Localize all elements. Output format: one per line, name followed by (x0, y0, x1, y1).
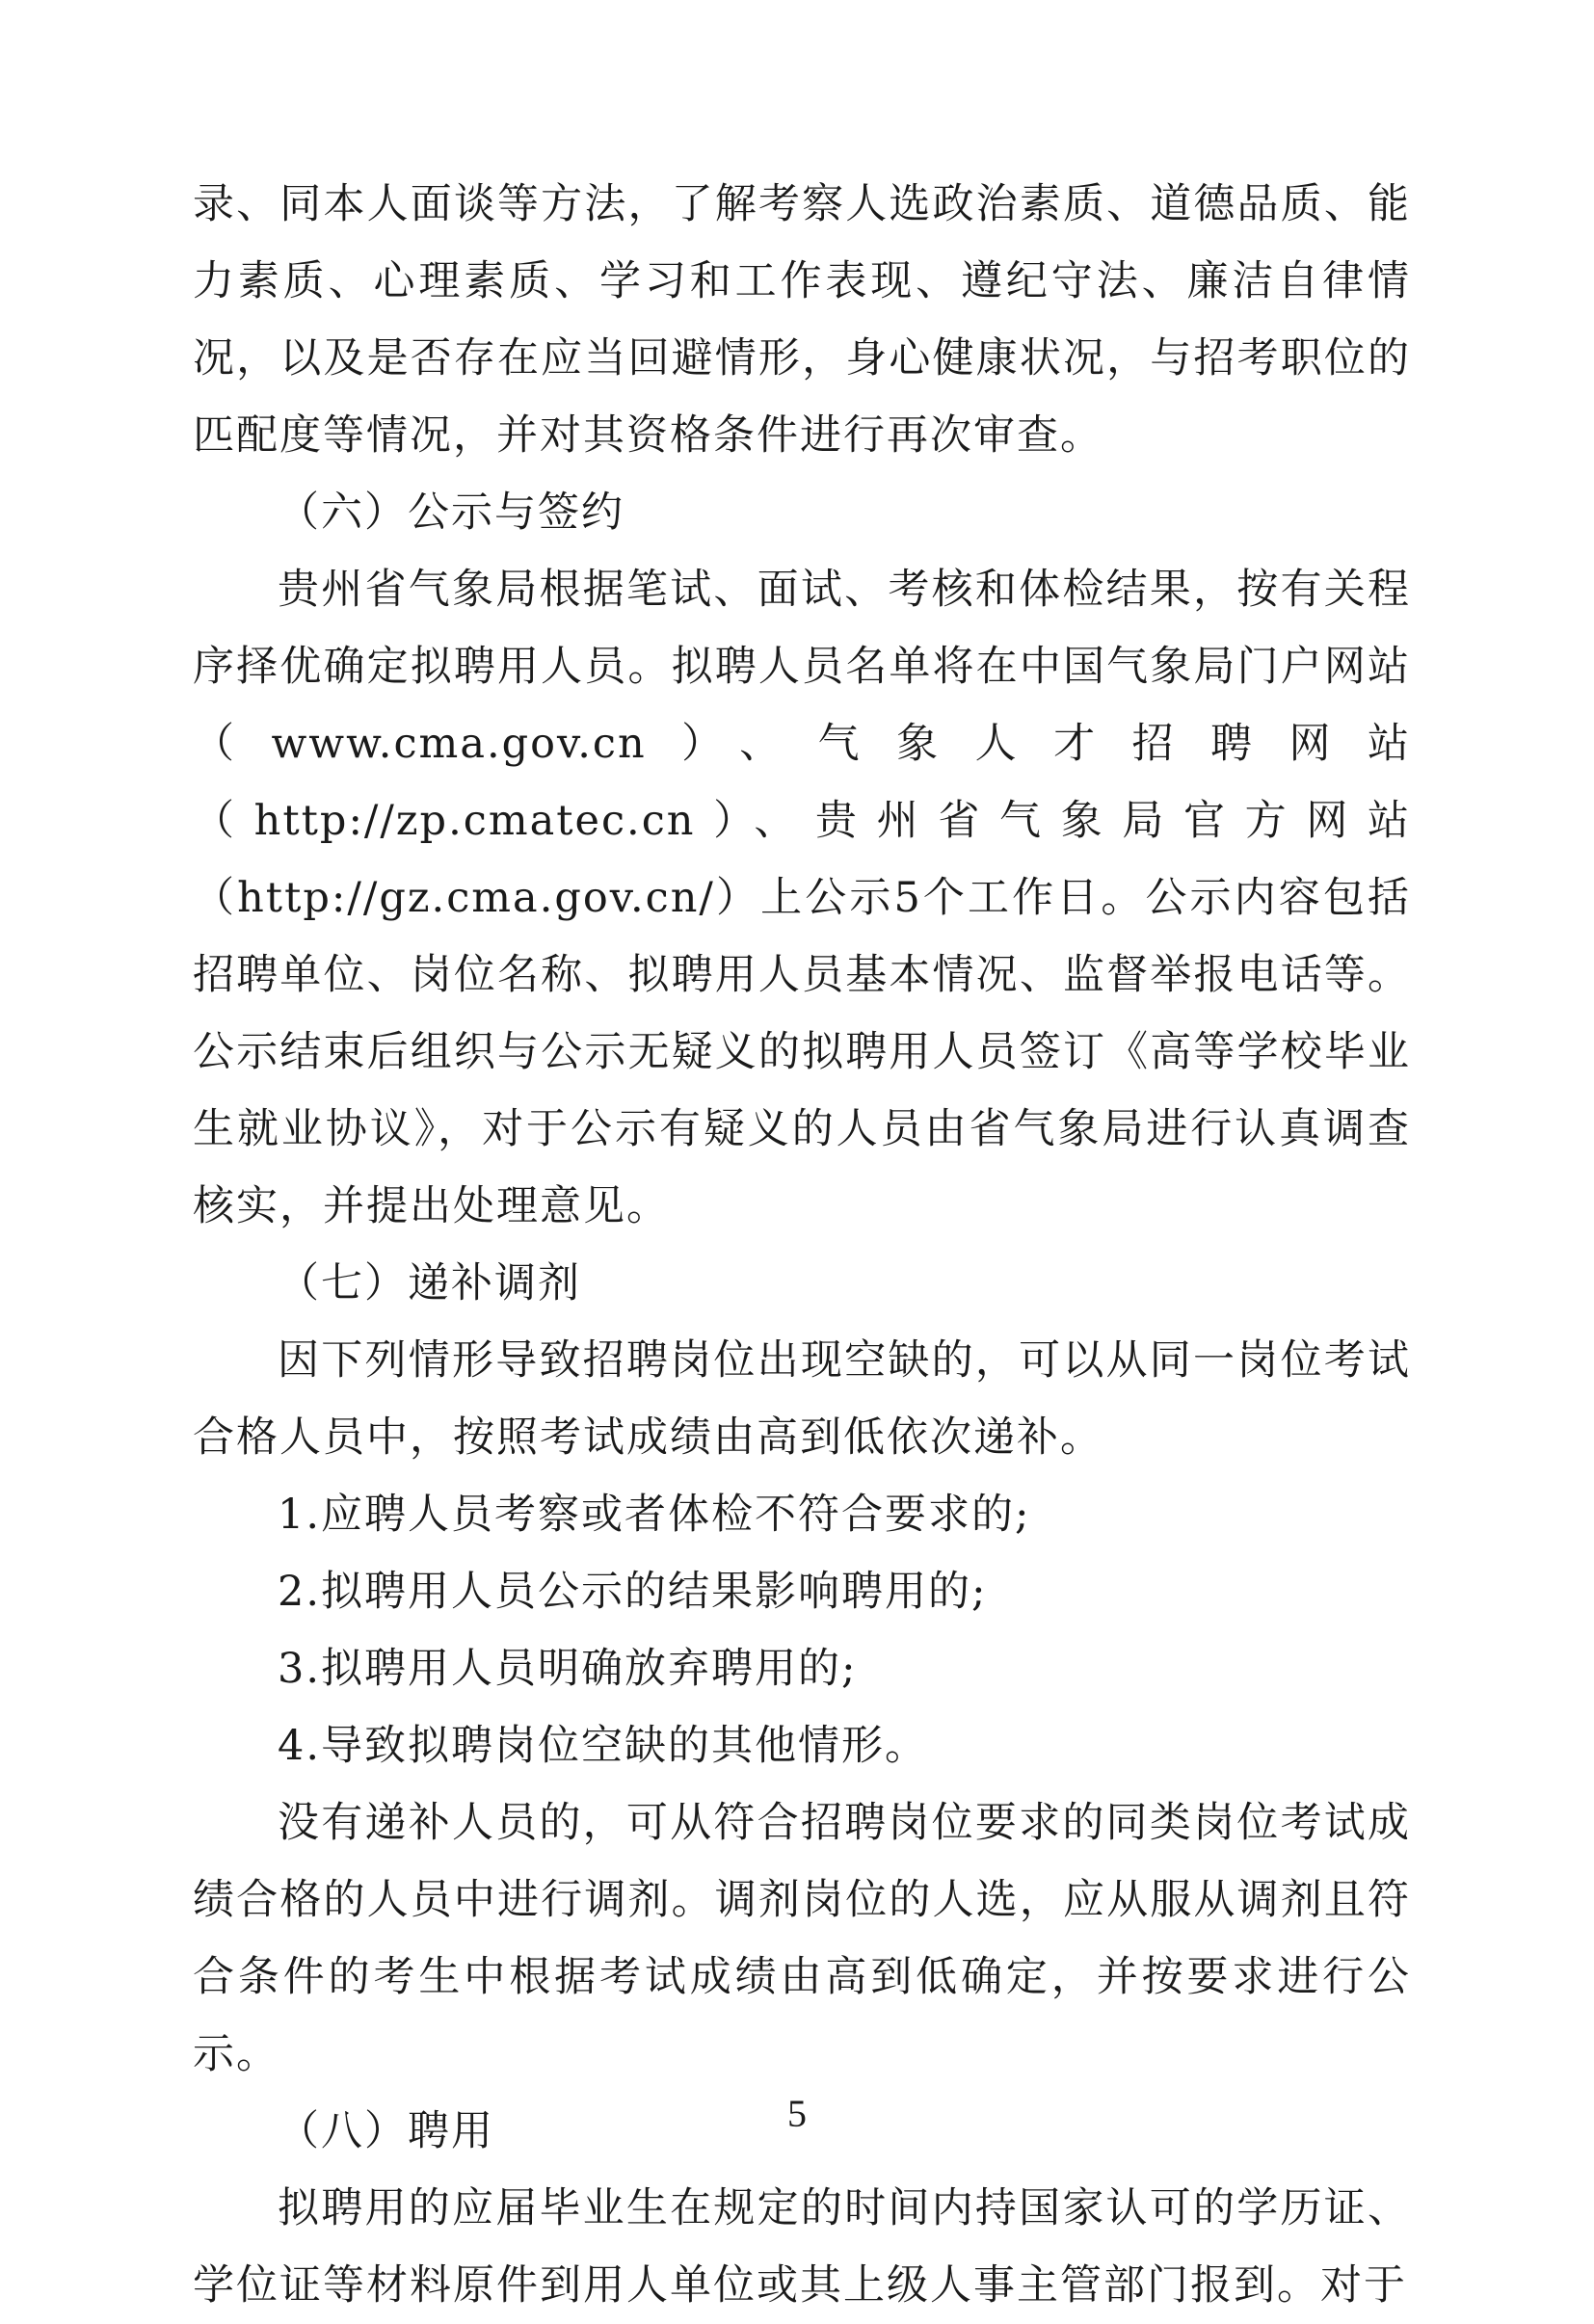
paragraph-publicity: 贵州省气象局根据笔试、面试、考核和体检结果，按有关程序择优确定拟聘用人员。拟聘人员名单将在中国气象局门户网站（www.cma.gov.cn）、气象人才招聘网站（http://zp.cmatec.cn）、贵州省气象局官方网站（http://gz.cma.gov.cn/）上公示5个工作日。公示内容包括招聘单位、岗位名称、拟聘用人员基本情况、监督举报电话等。公示结束后组织与公示无疑义的拟聘用人员签订《高等学校毕业生就业协议》，对于公示有疑义的人员由省气象局进行认真调查核实，并提出处理意见。 (193, 566, 1411, 1230)
list-item-4: 4.导致拟聘岗位空缺的其他情形。 (278, 1722, 929, 1770)
list-item-1: 1.应聘人员考察或者体检不符合要求的; (278, 1491, 1031, 1539)
list-item-3: 3.拟聘用人员明确放弃聘用的; (278, 1645, 858, 1693)
list-item-2: 2.拟聘用人员公示的结果影响聘用的; (278, 1568, 988, 1616)
paragraph-replacement: 因下列情形导致招聘岗位出现空缺的，可以从同一岗位考试合格人员中，按照考试成绩由高到低依次递补。 (193, 1336, 1411, 1462)
section-heading-eight: （八）聘用 (278, 2107, 494, 2155)
section-heading-seven: （七）递补调剂 (278, 1259, 581, 1307)
paragraph-employment: 拟聘用的应届毕业生在规定的时间内持国家认可的学历证、学位证等材料原件到用人单位或其上级人事主管部门报到。对于 (193, 2184, 1411, 2310)
paragraph-continuation: 录、同本人面谈等方法，了解考察人选政治素质、道德品质、能力素质、心理素质、学习和工作表现、遵纪守法、廉洁自律情况，以及是否存在应当回避情形，身心健康状况，与招考职位的匹配度等情况，并对其资格条件进行再次审查。 (193, 180, 1411, 460)
paragraph-adjustment: 没有递补人员的，可从符合招聘岗位要求的同类岗位考试成绩合格的人员中进行调剂。调剂岗位的人选，应从服从调剂且符合条件的考生中根据考试成绩由高到低确定，并按要求进行公示。 (193, 1799, 1411, 2078)
section-heading-six: （六）公示与签约 (278, 489, 624, 537)
page-number: 5 (787, 2092, 807, 2135)
document-body (193, 166, 1411, 2324)
